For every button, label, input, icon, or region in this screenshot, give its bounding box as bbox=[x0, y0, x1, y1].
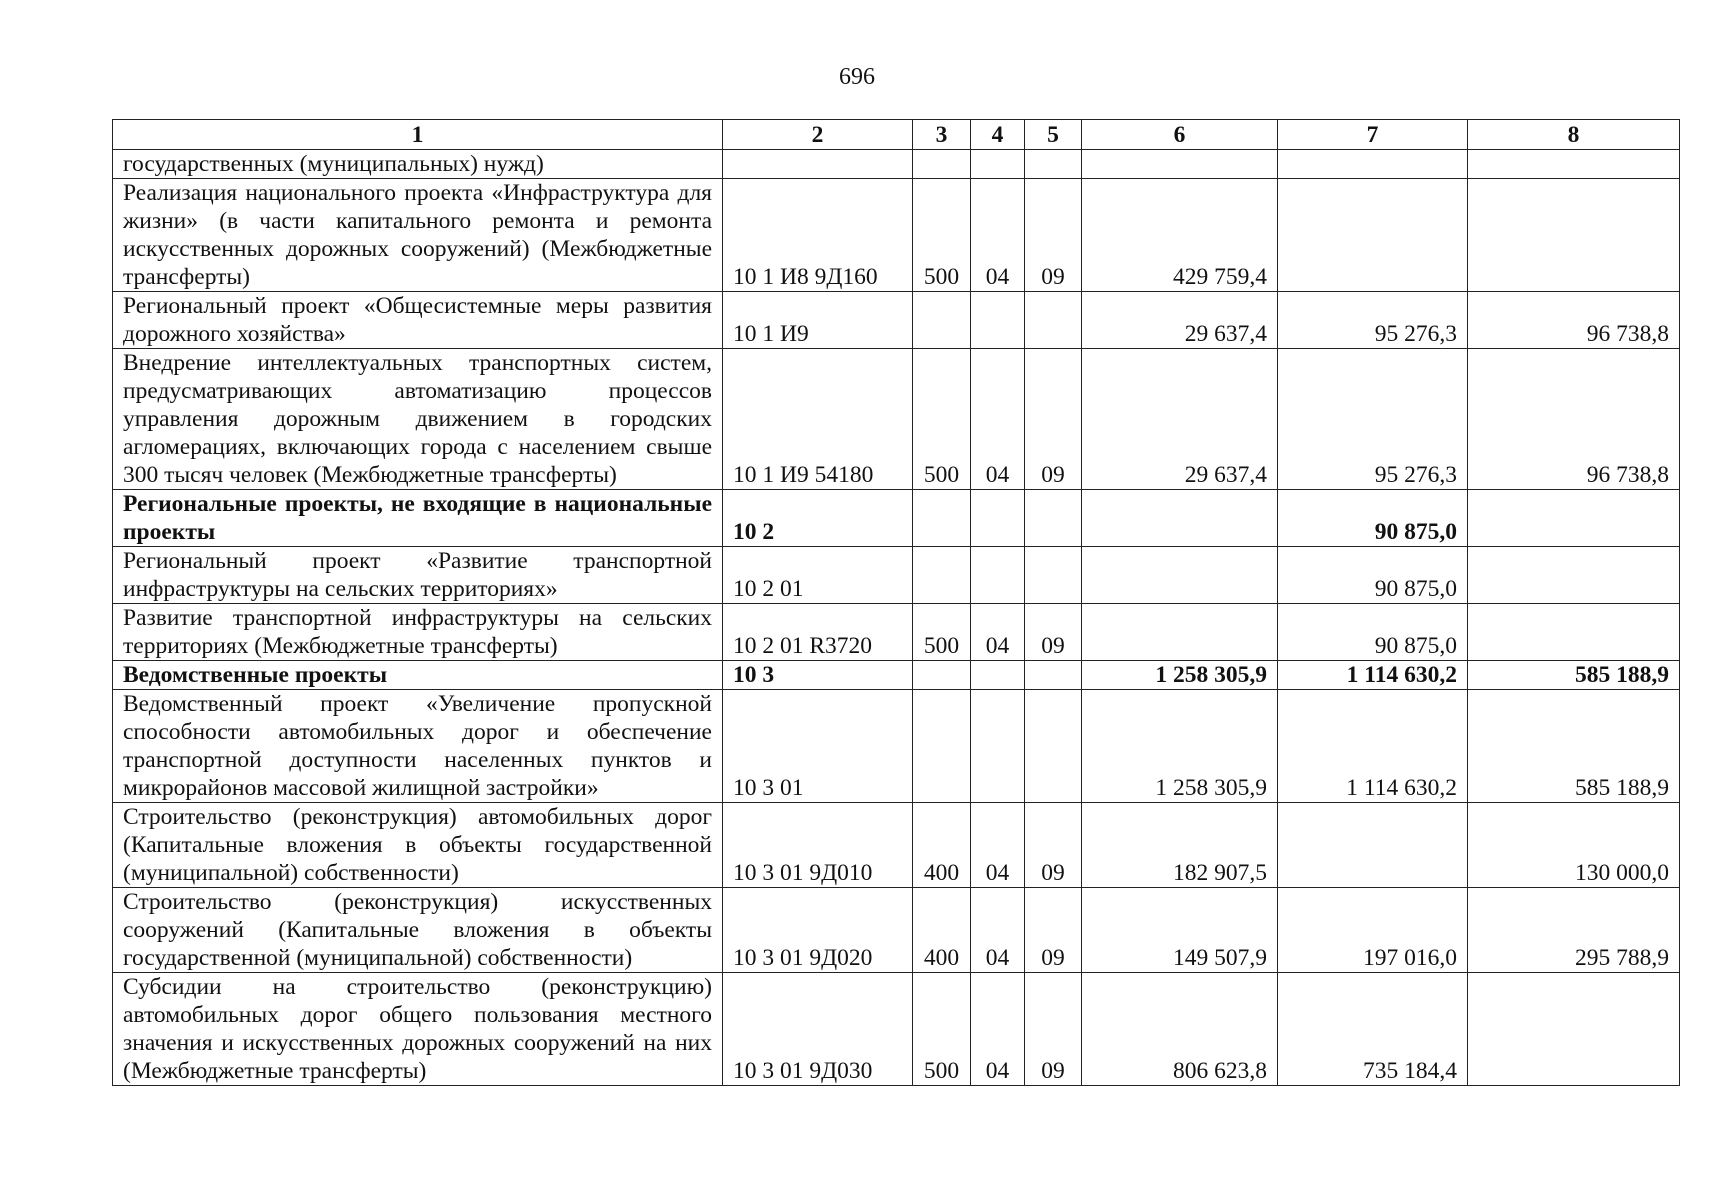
row-name: Субсидии на строительство (реконструкцию) автомобильных дорог общего пользования местного значения и искусственных дорожных сооружений на них (Межбюджетные трансферты) bbox=[113, 973, 723, 1086]
row-value-7: 735 184,4 bbox=[1278, 973, 1468, 1086]
row-name: Региональный проект «Общесистемные меры развития дорожного хозяйства» bbox=[113, 292, 723, 349]
row-col4 bbox=[971, 292, 1025, 349]
row-col5: 09 bbox=[1025, 349, 1082, 490]
row-col3 bbox=[913, 661, 971, 690]
row-value-7: 95 276,3 bbox=[1278, 349, 1468, 490]
row-code: 10 2 bbox=[723, 490, 913, 547]
row-name: Реализация национального проекта «Инфраструктура для жизни» (в части капитального ремонта и ремонта искусственных дорожных сооружений) (Межбюджетные трансферты) bbox=[113, 179, 723, 292]
row-col5: 09 bbox=[1025, 803, 1082, 888]
row-col5: 09 bbox=[1025, 179, 1082, 292]
row-value-6: 29 637,4 bbox=[1082, 292, 1278, 349]
row-col3: 400 bbox=[913, 803, 971, 888]
row-value-7: 1 114 630,2 bbox=[1278, 690, 1468, 803]
row-col4 bbox=[971, 490, 1025, 547]
row-value-7: 90 875,0 bbox=[1278, 490, 1468, 547]
row-value-7 bbox=[1278, 150, 1468, 179]
row-name: государственных (муниципальных) нужд) bbox=[113, 150, 723, 179]
table-row bbox=[113, 604, 1680, 661]
row-col3 bbox=[913, 690, 971, 803]
header-row bbox=[113, 120, 1680, 150]
row-name: Внедрение интеллектуальных транспортных систем, предусматривающих автоматизацию процессов управления дорожным движением в городских агломерациях, включающих города с населением свыше 300 тысяч человек (Межбюджетные трансферты) bbox=[113, 349, 723, 490]
row-name: Строительство (реконструкция) автомобильных дорог (Капитальные вложения в объекты государственной (муниципальной) собственности) bbox=[113, 803, 723, 888]
table-row bbox=[113, 292, 1680, 349]
table-row bbox=[113, 150, 1680, 179]
table-row bbox=[113, 803, 1680, 888]
row-name: Региональный проект «Развитие транспортной инфраструктуры на сельских территориях» bbox=[113, 547, 723, 604]
row-value-6: 1 258 305,9 bbox=[1082, 690, 1278, 803]
row-value-8 bbox=[1468, 490, 1680, 547]
row-value-6: 806 623,8 bbox=[1082, 973, 1278, 1086]
table-row bbox=[113, 973, 1680, 1086]
row-name: Ведомственные проекты bbox=[113, 661, 723, 690]
row-col5: 09 bbox=[1025, 888, 1082, 973]
row-col5: 09 bbox=[1025, 604, 1082, 661]
row-value-6 bbox=[1082, 604, 1278, 661]
row-value-8: 585 188,9 bbox=[1468, 661, 1680, 690]
page-number: 696 bbox=[839, 64, 875, 90]
row-name: Строительство (реконструкция) искусственных сооружений (Капитальные вложения в объекты государственной (муниципальной) собственности) bbox=[113, 888, 723, 973]
row-code: 10 2 01 bbox=[723, 547, 913, 604]
row-col3 bbox=[913, 292, 971, 349]
table-row bbox=[113, 349, 1680, 490]
row-value-8: 96 738,8 bbox=[1468, 292, 1680, 349]
row-col4 bbox=[971, 547, 1025, 604]
row-col4: 04 bbox=[971, 349, 1025, 490]
row-col4: 04 bbox=[971, 888, 1025, 973]
row-code bbox=[723, 150, 913, 179]
row-value-6: 182 907,5 bbox=[1082, 803, 1278, 888]
row-value-8: 130 000,0 bbox=[1468, 803, 1680, 888]
row-col4: 04 bbox=[971, 973, 1025, 1086]
row-value-8 bbox=[1468, 973, 1680, 1086]
row-col3 bbox=[913, 150, 971, 179]
row-name: Ведомственный проект «Увеличение пропускной способности автомобильных дорог и обеспечение транспортной доступности населенных пунктов и микрорайонов массовой жилищной застройки» bbox=[113, 690, 723, 803]
table-row bbox=[113, 661, 1680, 690]
row-col4: 04 bbox=[971, 604, 1025, 661]
row-col3: 400 bbox=[913, 888, 971, 973]
row-value-7: 90 875,0 bbox=[1278, 547, 1468, 604]
row-col5 bbox=[1025, 661, 1082, 690]
column-header: 5 bbox=[1025, 120, 1082, 150]
row-col4: 04 bbox=[971, 179, 1025, 292]
row-code: 10 2 01 R3720 bbox=[723, 604, 913, 661]
row-value-7 bbox=[1278, 803, 1468, 888]
row-code: 10 3 01 9Д030 bbox=[723, 973, 913, 1086]
row-value-8: 295 788,9 bbox=[1468, 888, 1680, 973]
column-header: 8 bbox=[1468, 120, 1680, 150]
row-col5 bbox=[1025, 292, 1082, 349]
row-code: 10 3 01 bbox=[723, 690, 913, 803]
row-col4 bbox=[971, 690, 1025, 803]
table-row bbox=[113, 179, 1680, 292]
row-code: 10 3 01 9Д020 bbox=[723, 888, 913, 973]
row-col5 bbox=[1025, 490, 1082, 547]
row-col3 bbox=[913, 547, 971, 604]
row-name: Развитие транспортной инфраструктуры на сельских территориях (Межбюджетные трансферты) bbox=[113, 604, 723, 661]
row-col5 bbox=[1025, 547, 1082, 604]
row-name: Региональные проекты, не входящие в национальные проекты bbox=[113, 490, 723, 547]
row-col3: 500 bbox=[913, 349, 971, 490]
column-header: 1 bbox=[113, 120, 723, 150]
column-header: 2 bbox=[723, 120, 913, 150]
row-value-6 bbox=[1082, 150, 1278, 179]
row-col3 bbox=[913, 490, 971, 547]
row-col3: 500 bbox=[913, 604, 971, 661]
row-value-8: 96 738,8 bbox=[1468, 349, 1680, 490]
row-col4: 04 bbox=[971, 803, 1025, 888]
row-value-6 bbox=[1082, 547, 1278, 604]
column-header: 6 bbox=[1082, 120, 1278, 150]
table-row bbox=[113, 547, 1680, 604]
row-value-8 bbox=[1468, 604, 1680, 661]
row-code: 10 1 И8 9Д160 bbox=[723, 179, 913, 292]
row-code: 10 1 И9 bbox=[723, 292, 913, 349]
row-value-8 bbox=[1468, 150, 1680, 179]
budget-table bbox=[112, 119, 1680, 1086]
row-col4 bbox=[971, 661, 1025, 690]
row-value-8 bbox=[1468, 547, 1680, 604]
row-col5: 09 bbox=[1025, 973, 1082, 1086]
row-value-6: 1 258 305,9 bbox=[1082, 661, 1278, 690]
row-value-6: 29 637,4 bbox=[1082, 349, 1278, 490]
row-value-7: 197 016,0 bbox=[1278, 888, 1468, 973]
row-value-6 bbox=[1082, 490, 1278, 547]
row-value-8: 585 188,9 bbox=[1468, 690, 1680, 803]
row-col5 bbox=[1025, 150, 1082, 179]
table-row bbox=[113, 490, 1680, 547]
table-row bbox=[113, 690, 1680, 803]
row-value-6: 429 759,4 bbox=[1082, 179, 1278, 292]
column-header: 4 bbox=[971, 120, 1025, 150]
row-value-7: 1 114 630,2 bbox=[1278, 661, 1468, 690]
row-col4 bbox=[971, 150, 1025, 179]
row-value-7 bbox=[1278, 179, 1468, 292]
row-col3: 500 bbox=[913, 973, 971, 1086]
row-code: 10 3 01 9Д010 bbox=[723, 803, 913, 888]
row-code: 10 3 bbox=[723, 661, 913, 690]
column-header: 7 bbox=[1278, 120, 1468, 150]
row-col3: 500 bbox=[913, 179, 971, 292]
row-col5 bbox=[1025, 690, 1082, 803]
row-value-7: 95 276,3 bbox=[1278, 292, 1468, 349]
table-row bbox=[113, 888, 1680, 973]
row-value-8 bbox=[1468, 179, 1680, 292]
row-value-7: 90 875,0 bbox=[1278, 604, 1468, 661]
column-header: 3 bbox=[913, 120, 971, 150]
row-code: 10 1 И9 54180 bbox=[723, 349, 913, 490]
row-value-6: 149 507,9 bbox=[1082, 888, 1278, 973]
